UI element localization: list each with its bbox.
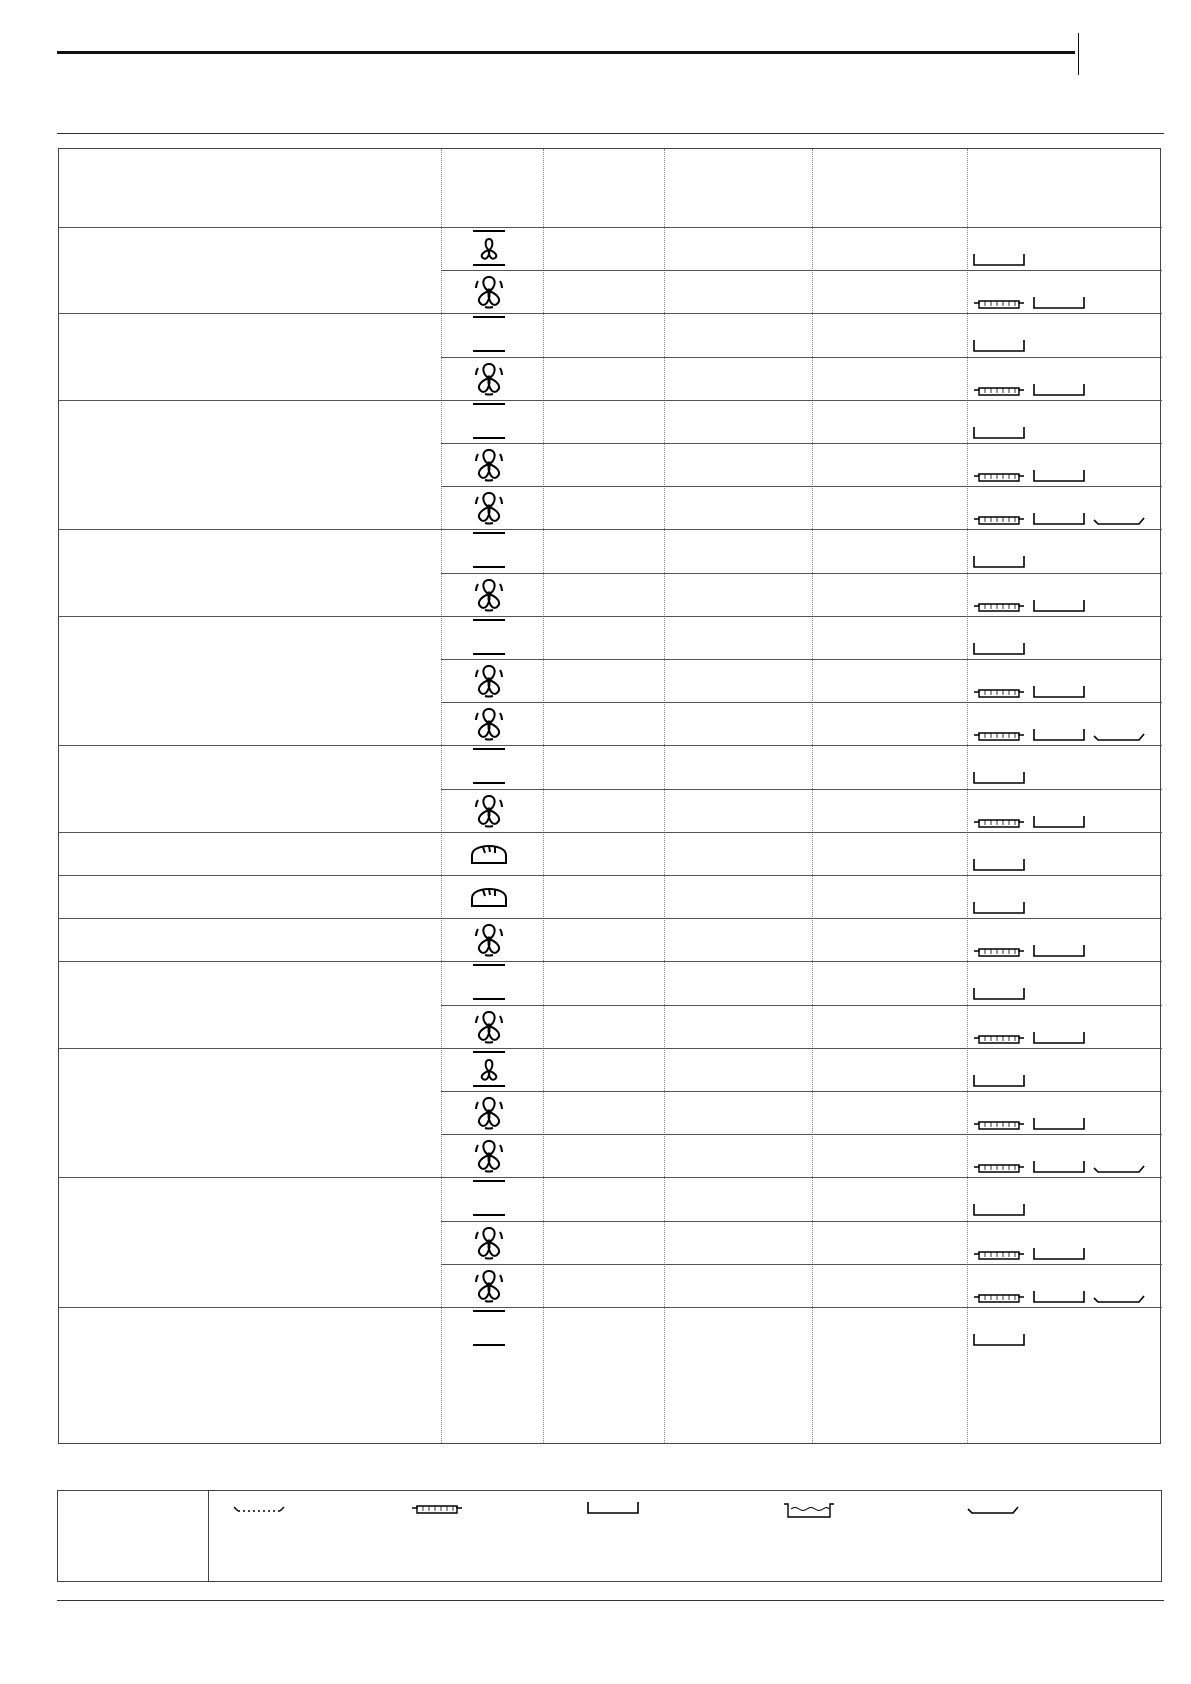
column-divider [664, 149, 665, 1443]
row-separator [59, 875, 1162, 876]
wire-rack-with-tray-icon [973, 1160, 1025, 1174]
shallow-tray-icon [973, 555, 1025, 569]
top-bottom-heat-icon [469, 617, 509, 657]
accessories-legend [57, 1490, 1162, 1582]
fan-ring-icon [469, 444, 509, 484]
wire-rack-with-tray-icon [973, 815, 1025, 829]
top-bottom-heat-icon [469, 962, 509, 1002]
top-tick [1078, 33, 1079, 75]
wire-rack-with-tray-icon [973, 469, 1025, 483]
wire-rack-with-tray-icon [973, 944, 1025, 958]
top-bottom-heat-icon [469, 746, 509, 786]
fan-ring-icon [469, 1092, 509, 1132]
shallow-tray-icon [1033, 1247, 1085, 1261]
row-separator [441, 659, 1162, 660]
shallow-tray-icon [973, 1203, 1025, 1217]
shallow-tray-icon [1033, 944, 1085, 958]
row-separator [59, 832, 1162, 833]
shallow-tray-icon [973, 253, 1025, 267]
column-divider [967, 149, 968, 1443]
top-rule [57, 51, 1075, 54]
wire-rack-with-tray-icon [973, 383, 1025, 397]
shallow-tray-icon [973, 1074, 1025, 1088]
wire-rack-with-tray-icon [973, 599, 1025, 613]
row-separator [441, 443, 1162, 444]
flat-tray-icon [1093, 512, 1145, 526]
flat-tray-icon [967, 1501, 1019, 1515]
top-bottom-heat-icon [469, 1178, 509, 1218]
shallow-tray-icon [973, 901, 1025, 915]
shallow-tray-icon [1033, 469, 1085, 483]
cooking-table [58, 148, 1161, 1444]
wire-rack-icon [233, 1501, 285, 1515]
fan-ring-icon [469, 1222, 509, 1262]
header-rule [57, 133, 1164, 134]
fan-ring-icon [469, 703, 509, 743]
wire-rack-with-tray-icon [973, 685, 1025, 699]
row-separator [441, 1134, 1162, 1135]
row-separator [441, 357, 1162, 358]
fan-small-with-top-bottom-icon [469, 1049, 509, 1089]
drip-tray-with-water-icon [783, 1501, 835, 1519]
shallow-tray-icon [1033, 296, 1085, 310]
row-separator [59, 961, 1162, 962]
row-separator [441, 789, 1162, 790]
shallow-tray-icon [973, 1333, 1025, 1347]
bottom-rule [57, 1600, 1164, 1601]
shallow-tray-icon [973, 642, 1025, 656]
row-separator [59, 400, 1162, 401]
shallow-tray-icon [973, 771, 1025, 785]
shallow-tray-icon [973, 858, 1025, 872]
wire-rack-with-tray-icon [973, 1117, 1025, 1131]
fan-ring-icon [469, 358, 509, 398]
top-bottom-heat-icon [469, 314, 509, 354]
row-separator [441, 486, 1162, 487]
shallow-tray-icon [587, 1501, 639, 1515]
column-divider [812, 149, 813, 1443]
wire-rack-with-tray-icon [973, 1247, 1025, 1261]
flat-tray-icon [1093, 1290, 1145, 1304]
bread-icon [469, 833, 509, 873]
shallow-tray-icon [1033, 685, 1085, 699]
column-divider [441, 149, 442, 1443]
row-separator [441, 702, 1162, 703]
shallow-tray-icon [1033, 1290, 1085, 1304]
fan-ring-icon [469, 1265, 509, 1305]
row-separator [59, 529, 1162, 530]
fan-ring-icon [469, 660, 509, 700]
wire-rack-with-tray-icon [973, 1031, 1025, 1045]
top-bottom-heat-icon [469, 401, 509, 441]
wire-rack-with-tray-icon [411, 1501, 463, 1515]
row-separator [441, 573, 1162, 574]
row-separator [441, 1221, 1162, 1222]
column-divider [543, 149, 544, 1443]
shallow-tray-icon [973, 987, 1025, 1001]
shallow-tray-icon [1033, 1031, 1085, 1045]
top-bottom-heat-icon [469, 1308, 509, 1348]
row-separator [59, 1307, 1162, 1308]
shallow-tray-icon [1033, 728, 1085, 742]
wire-rack-with-tray-icon [973, 296, 1025, 310]
row-separator [441, 1264, 1162, 1265]
row-separator [59, 745, 1162, 746]
row-separator [441, 1005, 1162, 1006]
fan-small-with-top-bottom-icon [469, 228, 509, 268]
row-separator [59, 1177, 1162, 1178]
fan-ring-icon [469, 919, 509, 959]
shallow-tray-icon [1033, 815, 1085, 829]
top-bottom-heat-icon [469, 530, 509, 570]
shallow-tray-icon [1033, 383, 1085, 397]
row-separator [59, 227, 1162, 228]
wire-rack-with-tray-icon [973, 728, 1025, 742]
bread-icon [469, 876, 509, 916]
fan-ring-icon [469, 1135, 509, 1175]
row-separator [59, 918, 1162, 919]
row-separator [59, 313, 1162, 314]
shallow-tray-icon [1033, 1160, 1085, 1174]
fan-ring-icon [469, 271, 509, 311]
shallow-tray-icon [973, 339, 1025, 353]
row-separator [59, 616, 1162, 617]
fan-ring-icon [469, 487, 509, 527]
fan-ring-icon [469, 1006, 509, 1046]
shallow-tray-icon [1033, 1117, 1085, 1131]
row-separator [59, 1048, 1162, 1049]
wire-rack-with-tray-icon [973, 1290, 1025, 1304]
row-separator [441, 1091, 1162, 1092]
fan-ring-icon [469, 574, 509, 614]
fan-ring-icon [469, 790, 509, 830]
shallow-tray-icon [973, 426, 1025, 440]
flat-tray-icon [1093, 728, 1145, 742]
legend-divider [208, 1491, 209, 1581]
wire-rack-with-tray-icon [973, 512, 1025, 526]
shallow-tray-icon [1033, 512, 1085, 526]
shallow-tray-icon [1033, 599, 1085, 613]
flat-tray-icon [1093, 1160, 1145, 1174]
row-separator [441, 270, 1162, 271]
